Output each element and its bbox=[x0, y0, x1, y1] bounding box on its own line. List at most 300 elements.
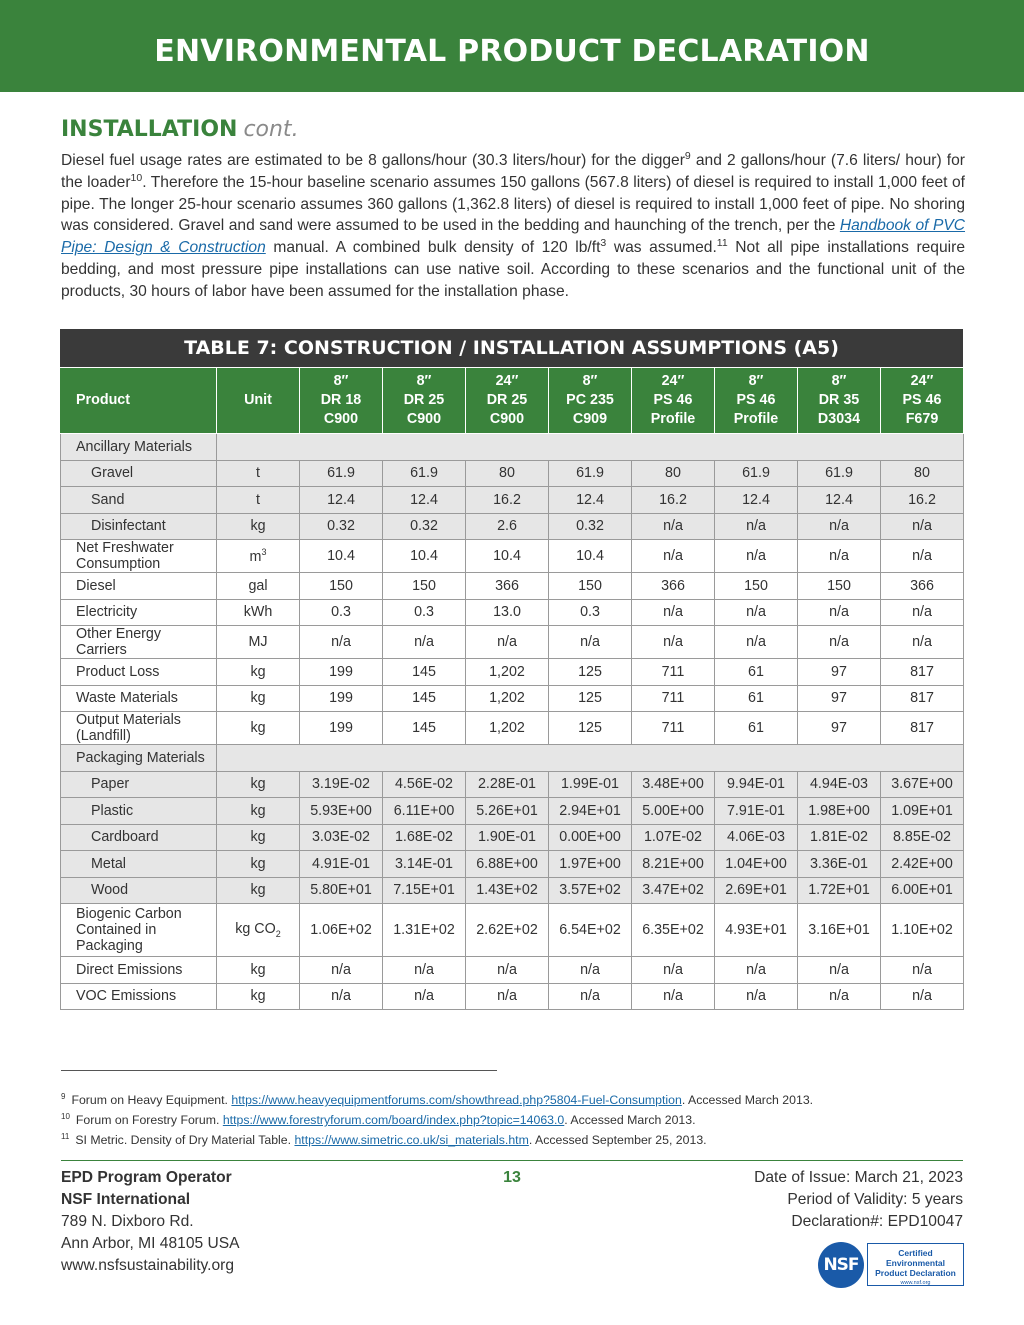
row-unit bbox=[217, 659, 300, 686]
validity-period: Period of Validity: 5 years bbox=[787, 1191, 963, 1208]
table-row bbox=[61, 573, 964, 600]
table-cell: 150 bbox=[383, 573, 466, 600]
table-cell: 97 bbox=[798, 712, 881, 745]
table-body bbox=[61, 434, 964, 1010]
header-line: DR 25 bbox=[486, 392, 528, 408]
table-cell: 61 bbox=[715, 685, 798, 712]
table-cell: 7.15E+01 bbox=[383, 877, 466, 904]
group-row-packaging bbox=[61, 745, 964, 772]
table-cell: 125 bbox=[549, 685, 632, 712]
row-label: Diesel bbox=[61, 573, 217, 600]
header-line: Profile bbox=[650, 411, 696, 427]
table-cell: 61 bbox=[715, 712, 798, 745]
row-label: Electricity bbox=[61, 599, 217, 626]
table-cell: n/a bbox=[300, 626, 383, 659]
row-label: Waste Materials bbox=[61, 685, 217, 712]
table-cell: 3.57E+02 bbox=[549, 877, 632, 904]
row-unit bbox=[217, 573, 300, 600]
address-line-2: Ann Arbor, MI 48105 USA bbox=[61, 1235, 240, 1252]
table-cell: 97 bbox=[798, 685, 881, 712]
body-paragraph bbox=[61, 150, 965, 303]
table-cell: 10.4 bbox=[300, 540, 383, 573]
unit-subscript: 2 bbox=[275, 928, 281, 939]
table-cell: 199 bbox=[300, 685, 383, 712]
footnote-text: Forum on Heavy Equipment. bbox=[71, 1093, 232, 1107]
badge-url: www.nsf.org bbox=[900, 1280, 931, 1286]
table-cell: 3.03E-02 bbox=[300, 824, 383, 851]
handbook-link[interactable]: Handbook of PVC Pipe: Design & Construction bbox=[61, 217, 966, 257]
table-row bbox=[61, 957, 964, 984]
table-cell: n/a bbox=[798, 983, 881, 1010]
table-cell: 2.94E+01 bbox=[549, 798, 632, 825]
row-label: VOC Emissions bbox=[61, 983, 217, 1010]
header-line: PC 235 bbox=[566, 392, 614, 408]
table-row bbox=[61, 824, 964, 851]
table-cell: 6.11E+00 bbox=[383, 798, 466, 825]
body-text-5: was assumed. bbox=[606, 239, 717, 257]
table-cell: 0.32 bbox=[383, 513, 466, 540]
header-line: PS 46 bbox=[653, 392, 693, 408]
table-cell: 1,202 bbox=[466, 712, 549, 745]
table-row bbox=[61, 904, 964, 957]
table-cell: 3.48E+00 bbox=[632, 771, 715, 798]
unit-text: kWh bbox=[243, 604, 273, 621]
table-cell: 6.54E+02 bbox=[549, 904, 632, 957]
unit-text: kg bbox=[250, 690, 266, 707]
table-cell: 3.16E+01 bbox=[798, 904, 881, 957]
footnote-accessed: . Accessed September 25, 2013. bbox=[528, 1133, 707, 1147]
body-text-3: . Therefore the 15-hour baseline scenario assumes 150 gallons (567.8 liters) of diesel is required to install 1,000 feet of pipe. The longer 25-hour scenario assumes 360 gallons (1,362.8 liters) of diesel is required to install 1,000 feet of pipe. No shoring was considered. Gravel and sand were assumed to be used in the bedding and haunching of the trench, per the bbox=[61, 173, 965, 235]
table-cell: n/a bbox=[383, 626, 466, 659]
body-text-1: Diesel fuel usage rates are estimated to be 8 gallons/hour (30.3 liters/hour) for the digger bbox=[61, 152, 685, 169]
header-col-8 bbox=[881, 368, 964, 434]
unit-text: kg bbox=[250, 882, 266, 899]
table-cell: 199 bbox=[300, 712, 383, 745]
group-label: Packaging Materials bbox=[61, 745, 217, 772]
address-line-1: 789 N. Dixboro Rd. bbox=[61, 1213, 194, 1230]
table-cell: n/a bbox=[632, 599, 715, 626]
table-cell: 1.06E+02 bbox=[300, 904, 383, 957]
unit-text: gal bbox=[248, 577, 268, 594]
table-cell: 80 bbox=[466, 460, 549, 487]
footnotes bbox=[61, 1090, 965, 1150]
footnote-text: Forum on Forestry Forum. bbox=[75, 1113, 223, 1127]
table-cell: n/a bbox=[881, 513, 964, 540]
header-line: F679 bbox=[905, 411, 939, 427]
table-cell: 80 bbox=[632, 460, 715, 487]
table-cell: 16.2 bbox=[466, 487, 549, 514]
superscript-3: 3 bbox=[600, 237, 607, 249]
unit-text: kg CO bbox=[235, 921, 276, 938]
footnote-link[interactable]: https://www.heavyequipmentforums.com/showthread.php?5804-Fuel-Consumption bbox=[231, 1093, 682, 1107]
table-cell: n/a bbox=[632, 957, 715, 984]
badge-line-1: Certified bbox=[898, 1248, 933, 1258]
row-label: Net Freshwater Consumption bbox=[61, 540, 217, 573]
table-cell: n/a bbox=[466, 626, 549, 659]
table-cell: n/a bbox=[881, 540, 964, 573]
table-cell: 1.43E+02 bbox=[466, 877, 549, 904]
header-col-6 bbox=[715, 368, 798, 434]
row-label: Metal bbox=[61, 851, 217, 878]
table-cell: 0.3 bbox=[383, 599, 466, 626]
header-line: Profile bbox=[733, 411, 779, 427]
table-cell: n/a bbox=[632, 626, 715, 659]
footer-declaration-info bbox=[754, 1167, 963, 1233]
table-row bbox=[61, 599, 964, 626]
unit-text: kg bbox=[250, 961, 266, 978]
unit-superscript: 3 bbox=[261, 547, 267, 558]
table-cell: 7.91E-01 bbox=[715, 798, 798, 825]
header-line: DR 18 bbox=[320, 392, 362, 408]
table-cell: n/a bbox=[715, 957, 798, 984]
table-cell: 4.56E-02 bbox=[383, 771, 466, 798]
table-cell: n/a bbox=[466, 983, 549, 1010]
website: www.nsfsustainability.org bbox=[61, 1257, 235, 1274]
unit-text: kg bbox=[250, 518, 266, 535]
table-cell: 150 bbox=[300, 573, 383, 600]
table-row bbox=[61, 877, 964, 904]
unit-text: t bbox=[256, 491, 260, 508]
table-cell: 366 bbox=[466, 573, 549, 600]
header-line: PS 46 bbox=[736, 392, 776, 408]
table-cell: 2.69E+01 bbox=[715, 877, 798, 904]
unit-text: kg bbox=[250, 988, 266, 1005]
page-title: ENVIRONMENTAL PRODUCT DECLARATION bbox=[154, 34, 870, 69]
section-heading bbox=[61, 117, 299, 142]
table-cell: 12.4 bbox=[715, 487, 798, 514]
row-unit bbox=[217, 685, 300, 712]
table-cell: 13.0 bbox=[466, 599, 549, 626]
table-cell: 61 bbox=[715, 659, 798, 686]
header-line: C900 bbox=[323, 411, 359, 427]
table-cell: 2.6 bbox=[466, 513, 549, 540]
group-row-ancillary bbox=[61, 434, 964, 461]
table-cell: 16.2 bbox=[881, 487, 964, 514]
header-banner bbox=[0, 0, 1024, 92]
header-col-3 bbox=[466, 368, 549, 434]
table-cell: 1.97E+00 bbox=[549, 851, 632, 878]
issue-date: Date of Issue: March 21, 2023 bbox=[754, 1169, 963, 1186]
table-cell: 145 bbox=[383, 659, 466, 686]
group-blank bbox=[217, 434, 964, 461]
footnote-number: 11 bbox=[61, 1131, 70, 1141]
unit-text: kg bbox=[250, 829, 266, 846]
row-label: Product Loss bbox=[61, 659, 217, 686]
table-cell: 1.98E+00 bbox=[798, 798, 881, 825]
footnote-accessed: . Accessed March 2013. bbox=[564, 1113, 696, 1127]
table-cell: n/a bbox=[798, 599, 881, 626]
table-cell: n/a bbox=[632, 983, 715, 1010]
footnote-ref-10: 10 bbox=[130, 171, 143, 184]
table-cell: 10.4 bbox=[383, 540, 466, 573]
table-cell: n/a bbox=[715, 540, 798, 573]
row-unit bbox=[217, 957, 300, 984]
table-row bbox=[61, 798, 964, 825]
unit-text: kg bbox=[250, 802, 266, 819]
table-cell: 1.07E-02 bbox=[632, 824, 715, 851]
row-unit bbox=[217, 460, 300, 487]
table-cell: 366 bbox=[881, 573, 964, 600]
table-row bbox=[61, 460, 964, 487]
table-cell: n/a bbox=[383, 983, 466, 1010]
table-cell: 5.80E+01 bbox=[300, 877, 383, 904]
row-unit bbox=[217, 626, 300, 659]
header-col-7 bbox=[798, 368, 881, 434]
row-label: Other Energy Carriers bbox=[61, 626, 217, 659]
unit-text: kg bbox=[250, 720, 266, 736]
table-cell: 2.42E+00 bbox=[881, 851, 964, 878]
row-unit bbox=[217, 487, 300, 514]
row-label: Paper bbox=[61, 771, 217, 798]
header-line: D3034 bbox=[817, 411, 861, 427]
row-unit bbox=[217, 771, 300, 798]
table-cell: 8.85E-02 bbox=[881, 824, 964, 851]
table-cell: n/a bbox=[300, 957, 383, 984]
table-cell: 4.93E+01 bbox=[715, 904, 798, 957]
header-line: DR 25 bbox=[403, 392, 445, 408]
header-col-2 bbox=[383, 368, 466, 434]
row-unit bbox=[217, 513, 300, 540]
row-unit bbox=[217, 712, 300, 745]
footnote-10 bbox=[61, 1110, 965, 1130]
body-text-6: Not all pipe installations require bedding, and most pressure pipe installations can use native soil. According to these scenarios and the functional unit of the products, 30 hours of labor have been assumed for the installation phase. bbox=[61, 239, 965, 300]
table-row bbox=[61, 487, 964, 514]
table-row bbox=[61, 513, 964, 540]
footnote-ref-9: 9 bbox=[684, 149, 691, 162]
table-cell: 366 bbox=[632, 573, 715, 600]
table-cell: n/a bbox=[881, 957, 964, 984]
table-cell: 97 bbox=[798, 659, 881, 686]
table-cell: 0.3 bbox=[549, 599, 632, 626]
table-cell: 61.9 bbox=[715, 460, 798, 487]
table-cell: 150 bbox=[715, 573, 798, 600]
table-cell: 4.06E-03 bbox=[715, 824, 798, 851]
header-line: C900 bbox=[406, 411, 442, 427]
table-cell: 0.00E+00 bbox=[549, 824, 632, 851]
table-cell: n/a bbox=[715, 513, 798, 540]
footnote-link[interactable]: https://www.forestryforum.com/board/index.php?topic=14063.0 bbox=[222, 1113, 565, 1127]
table-cell: 1,202 bbox=[466, 685, 549, 712]
table-cell: n/a bbox=[632, 513, 715, 540]
table-cell: 12.4 bbox=[798, 487, 881, 514]
table-row bbox=[61, 712, 964, 745]
table-row bbox=[61, 983, 964, 1010]
table-cell: 145 bbox=[383, 712, 466, 745]
unit-text: kg bbox=[250, 776, 266, 793]
table-cell: 16.2 bbox=[632, 487, 715, 514]
table-cell: 5.26E+01 bbox=[466, 798, 549, 825]
assumptions-table-container bbox=[60, 329, 963, 1010]
body-text-2: and 2 gallons/hour (7.6 liters/ hour) for the loader bbox=[61, 152, 965, 191]
table-cell: n/a bbox=[798, 540, 881, 573]
table-cell: 1.09E+01 bbox=[881, 798, 964, 825]
header-line: 8″ bbox=[748, 373, 764, 389]
row-label: Disinfectant bbox=[61, 513, 217, 540]
table-row bbox=[61, 771, 964, 798]
header-line: C900 bbox=[489, 411, 525, 427]
page-number: 13 bbox=[503, 1169, 521, 1186]
unit-text: m bbox=[249, 548, 262, 565]
table-row bbox=[61, 540, 964, 573]
table-cell: n/a bbox=[715, 626, 798, 659]
header-line: 8″ bbox=[582, 373, 598, 389]
table-cell: 2.28E-01 bbox=[466, 771, 549, 798]
table-cell: 5.00E+00 bbox=[632, 798, 715, 825]
table-cell: 61.9 bbox=[300, 460, 383, 487]
table-cell: 3.36E-01 bbox=[798, 851, 881, 878]
badge-line-3: Product Declaration bbox=[875, 1268, 956, 1278]
header-line: 8″ bbox=[333, 373, 349, 389]
table-cell: 1.04E+00 bbox=[715, 851, 798, 878]
table-cell: 61.9 bbox=[383, 460, 466, 487]
row-unit bbox=[217, 824, 300, 851]
table-cell: 125 bbox=[549, 659, 632, 686]
header-line: 24″ bbox=[661, 373, 685, 389]
header-line: C909 bbox=[572, 411, 608, 427]
footnote-number: 10 bbox=[61, 1111, 70, 1121]
declaration-number: Declaration#: EPD10047 bbox=[791, 1213, 963, 1230]
table-row bbox=[61, 626, 964, 659]
unit-text: MJ bbox=[248, 634, 268, 650]
row-unit bbox=[217, 904, 300, 957]
table-cell: 817 bbox=[881, 685, 964, 712]
table-cell: 1.10E+02 bbox=[881, 904, 964, 957]
table-cell: 10.4 bbox=[549, 540, 632, 573]
table-cell: n/a bbox=[881, 983, 964, 1010]
table-cell: n/a bbox=[466, 957, 549, 984]
table-header-row bbox=[61, 368, 964, 434]
header-line: 24″ bbox=[910, 373, 934, 389]
table-cell: 1.31E+02 bbox=[383, 904, 466, 957]
footnote-divider bbox=[61, 1070, 497, 1071]
header-col-1 bbox=[300, 368, 383, 434]
table-cell: 4.91E-01 bbox=[300, 851, 383, 878]
table-cell: 199 bbox=[300, 659, 383, 686]
table-cell: 0.32 bbox=[549, 513, 632, 540]
table-cell: 125 bbox=[549, 712, 632, 745]
row-unit bbox=[217, 540, 300, 573]
table-row bbox=[61, 851, 964, 878]
operator-org: NSF International bbox=[61, 1191, 191, 1208]
table-cell: n/a bbox=[881, 626, 964, 659]
header-line: 24″ bbox=[495, 373, 519, 389]
table-cell: 711 bbox=[632, 712, 715, 745]
header-col-4 bbox=[549, 368, 632, 434]
table-cell: 1.90E-01 bbox=[466, 824, 549, 851]
header-line: PS 46 bbox=[902, 392, 942, 408]
header-product: Product bbox=[61, 368, 217, 434]
table-cell: 8.21E+00 bbox=[632, 851, 715, 878]
footnote-9 bbox=[61, 1090, 965, 1110]
nsf-logo-icon: NSF bbox=[818, 1242, 864, 1288]
table-cell: 6.35E+02 bbox=[632, 904, 715, 957]
table-cell: 145 bbox=[383, 685, 466, 712]
table-cell: 1.68E-02 bbox=[383, 824, 466, 851]
row-label: Output Materials (Landfill) bbox=[61, 712, 217, 745]
header-line: 8″ bbox=[416, 373, 432, 389]
table-cell: 150 bbox=[549, 573, 632, 600]
assumptions-table bbox=[60, 367, 964, 1010]
table-row bbox=[61, 659, 964, 686]
table-cell: n/a bbox=[383, 957, 466, 984]
body-text-4: manual. A combined bulk density of 120 lb/ft bbox=[265, 239, 601, 257]
header-col-5 bbox=[632, 368, 715, 434]
table-cell: n/a bbox=[549, 626, 632, 659]
group-label: Ancillary Materials bbox=[61, 434, 217, 461]
table-cell: 12.4 bbox=[300, 487, 383, 514]
footnote-link[interactable]: https://www.simetric.co.uk/si_materials.htm bbox=[294, 1133, 529, 1147]
table-cell: n/a bbox=[715, 983, 798, 1010]
table-cell: 711 bbox=[632, 659, 715, 686]
table-cell: 3.47E+02 bbox=[632, 877, 715, 904]
table-cell: n/a bbox=[798, 626, 881, 659]
table-cell: 3.19E-02 bbox=[300, 771, 383, 798]
row-label: Gravel bbox=[61, 460, 217, 487]
table-cell: 61.9 bbox=[798, 460, 881, 487]
group-blank bbox=[217, 745, 964, 772]
header-unit: Unit bbox=[217, 368, 300, 434]
table-cell: 80 bbox=[881, 460, 964, 487]
row-unit bbox=[217, 798, 300, 825]
table-title: TABLE 7: CONSTRUCTION / INSTALLATION ASSUMPTIONS (A5) bbox=[60, 329, 963, 367]
table-cell: 711 bbox=[632, 685, 715, 712]
footnote-number: 9 bbox=[61, 1091, 66, 1101]
table-cell: 12.4 bbox=[549, 487, 632, 514]
row-label: Wood bbox=[61, 877, 217, 904]
table-cell: n/a bbox=[300, 983, 383, 1010]
table-cell: 10.4 bbox=[466, 540, 549, 573]
table-cell: 3.14E-01 bbox=[383, 851, 466, 878]
table-cell: n/a bbox=[549, 983, 632, 1010]
unit-text: kg bbox=[250, 855, 266, 872]
table-cell: 5.93E+00 bbox=[300, 798, 383, 825]
footnote-ref-11: 11 bbox=[716, 237, 728, 249]
table-cell: 1,202 bbox=[466, 659, 549, 686]
certification-badge bbox=[867, 1243, 964, 1286]
header-line: 8″ bbox=[831, 373, 847, 389]
table-row bbox=[61, 685, 964, 712]
table-cell: 6.00E+01 bbox=[881, 877, 964, 904]
table-cell: n/a bbox=[549, 957, 632, 984]
footnote-text: SI Metric. Density of Dry Material Table. bbox=[75, 1133, 295, 1147]
table-cell: 9.94E-01 bbox=[715, 771, 798, 798]
footnote-accessed: . Accessed March 2013. bbox=[681, 1093, 814, 1107]
table-cell: 2.62E+02 bbox=[466, 904, 549, 957]
row-unit bbox=[217, 851, 300, 878]
table-cell: n/a bbox=[798, 957, 881, 984]
table-cell: 817 bbox=[881, 659, 964, 686]
section-title: INSTALLATION bbox=[61, 117, 238, 142]
row-unit bbox=[217, 983, 300, 1010]
row-label: Sand bbox=[61, 487, 217, 514]
table-cell: 150 bbox=[798, 573, 881, 600]
row-label: Cardboard bbox=[61, 824, 217, 851]
operator-label: EPD Program Operator bbox=[61, 1169, 232, 1186]
table-cell: n/a bbox=[715, 599, 798, 626]
unit-text: t bbox=[256, 465, 260, 482]
footnote-11 bbox=[61, 1130, 965, 1150]
table-cell: 817 bbox=[881, 712, 964, 745]
badge-line-2: Environmental bbox=[885, 1258, 946, 1268]
row-label: Biogenic Carbon Contained in Packaging bbox=[61, 904, 217, 957]
table-cell: 12.4 bbox=[383, 487, 466, 514]
table-cell: n/a bbox=[632, 540, 715, 573]
row-unit bbox=[217, 877, 300, 904]
table-cell: n/a bbox=[881, 599, 964, 626]
table-cell: 61.9 bbox=[549, 460, 632, 487]
table-cell: 3.67E+00 bbox=[881, 771, 964, 798]
section-cont: cont. bbox=[243, 117, 299, 142]
